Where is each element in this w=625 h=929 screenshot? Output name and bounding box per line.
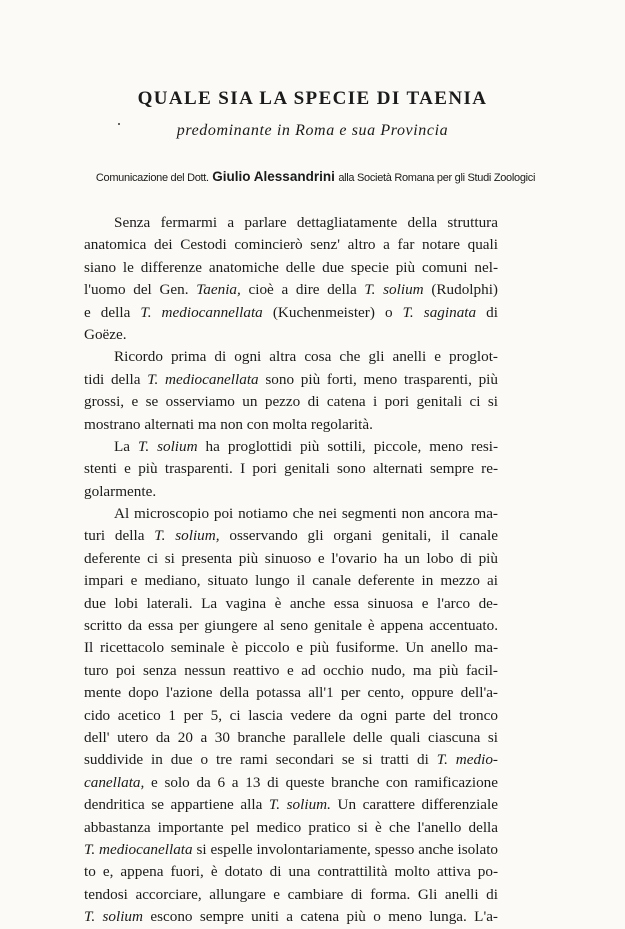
text-run: si espelle involontariamente, spesso anche isolato bbox=[192, 840, 499, 858]
italic-text: Taenia, bbox=[196, 281, 241, 299]
text-run: e solo da 6 a 13 di queste branche con ramificazione bbox=[144, 773, 498, 791]
text-run: tidi della bbox=[84, 370, 148, 388]
text-line bbox=[84, 324, 498, 346]
text-run: impari e mediano, situato lungo il canale deferente in mezzo ai bbox=[84, 572, 498, 590]
text-line bbox=[84, 302, 498, 324]
text-run: siano le differenze anatomiche delle due specie più comuni nel- bbox=[84, 258, 498, 276]
text-run: Senza fermarmi a parlare dettagliatamente della struttura bbox=[114, 214, 498, 231]
text-run: Ricordo prima di ogni altra cosa che gli anelli e proglot- bbox=[114, 348, 498, 366]
text-line bbox=[84, 906, 498, 928]
byline-suffix: alla Società Romana per gli Studi Zoologici bbox=[338, 172, 536, 184]
text-line bbox=[84, 503, 498, 525]
text-line bbox=[84, 481, 498, 503]
text-line bbox=[84, 436, 498, 458]
text-run: to e, appena fuori, è dotato di una contrattilità molto attiva po- bbox=[84, 863, 498, 881]
text-line bbox=[84, 705, 498, 727]
text-run: La bbox=[114, 437, 138, 455]
text-run: Goëze. bbox=[84, 325, 127, 343]
text-line bbox=[84, 593, 498, 615]
text-line bbox=[84, 212, 498, 234]
text-run: dendritica se appartiene alla bbox=[84, 796, 269, 814]
text-line bbox=[84, 458, 498, 480]
italic-text: T. mediocanellata bbox=[147, 370, 259, 388]
text-run: sono più forti, meno trasparenti, più bbox=[258, 370, 498, 388]
text-line bbox=[84, 861, 498, 883]
text-line bbox=[84, 749, 498, 771]
article-title: QUALE SIA LA SPECIE DI TAENIA bbox=[137, 88, 488, 109]
text-run: cioè a dire della bbox=[240, 281, 365, 299]
text-run: Un carattere differenziale bbox=[330, 796, 498, 814]
text-line bbox=[84, 772, 498, 794]
text-line bbox=[84, 727, 498, 749]
text-line bbox=[84, 414, 498, 436]
text-line bbox=[84, 391, 498, 413]
text-line bbox=[84, 548, 498, 570]
italic-text: T. medio- bbox=[436, 751, 498, 769]
text-run: Al microscopio poi notiamo che nei segmenti non ancora ma- bbox=[114, 505, 498, 523]
text-line bbox=[84, 839, 498, 861]
text-run: deferente ci si presenta più sinuoso e l'ovario ha un lobo di più bbox=[84, 549, 498, 567]
article-body bbox=[84, 212, 498, 929]
text-run: e della bbox=[84, 303, 141, 321]
italic-text: T. mediocannellata bbox=[140, 303, 263, 321]
byline-prefix: Comunicazione del Dott. bbox=[95, 172, 209, 184]
text-line bbox=[84, 369, 498, 391]
text-line bbox=[84, 234, 498, 256]
italic-text: T. solium, bbox=[154, 527, 220, 545]
text-run: (Kuchenmeister) o bbox=[262, 303, 403, 321]
text-line bbox=[84, 257, 498, 279]
text-run: anatomica dei Cestodi comincierò senz' altro a far notare quali bbox=[84, 236, 498, 254]
text-run: (Rudolphi) bbox=[423, 281, 498, 299]
text-run: dell' utero da 20 a 30 branche parallele delle quali ciascuna si bbox=[84, 728, 498, 746]
text-line bbox=[84, 660, 498, 682]
author-name: Giulio Alessandrini bbox=[212, 169, 335, 184]
text-run: Il ricettacolo seminale è piccolo e più fusiforme. Un anello ma- bbox=[84, 639, 498, 657]
text-line bbox=[84, 279, 498, 301]
text-run: mente dopo l'azione della potassa all'1 per cento, oppure dell'a- bbox=[84, 684, 498, 702]
text-line bbox=[84, 794, 498, 816]
text-line bbox=[84, 682, 498, 704]
text-run: cido acetico 1 per 5, ci lascia vedere da ogni parte del tronco bbox=[84, 706, 498, 724]
text-run: l'uomo del Gen. bbox=[84, 281, 197, 299]
italic-text: T. solium bbox=[138, 437, 198, 455]
text-line bbox=[84, 817, 498, 839]
italic-text: T. mediocanellata bbox=[84, 840, 193, 858]
text-run: due lobi laterali. La vagina è anche essa sinuosa e l'arco de- bbox=[84, 594, 498, 612]
text-run: grossi, e se osserviamo un pezzo di catena i pori genitali ci si bbox=[84, 393, 498, 411]
text-run: turi della bbox=[84, 527, 155, 545]
text-line bbox=[84, 884, 498, 906]
article-subtitle: predominante in Roma e sua Provincia bbox=[176, 122, 449, 139]
text-line bbox=[84, 346, 498, 368]
text-line bbox=[84, 615, 498, 637]
text-line bbox=[84, 637, 498, 659]
text-line bbox=[84, 525, 498, 547]
text-run: scritto da essa per giungere al seno genitale è appena accentuato. bbox=[84, 617, 498, 635]
text-run: stenti e più trasparenti. I pori genitali sono alternati sempre re- bbox=[84, 460, 498, 478]
text-run: ha proglottidi più sottili, piccole, meno resi- bbox=[197, 437, 499, 455]
italic-text: canellata, bbox=[84, 773, 145, 791]
text-run: turo poi senza nessun reattivo e ad occhio nudo, ma più facil- bbox=[84, 661, 498, 679]
text-run: golarmente. bbox=[84, 482, 157, 500]
italic-text: T. solium bbox=[84, 908, 143, 926]
text-run: mostrano alternati ma non con molta regolarità. bbox=[84, 415, 373, 433]
text-run: escono sempre uniti a catena più o meno lunga. L'a- bbox=[142, 908, 498, 926]
text-run: osservando gli organi genitali, il canale bbox=[219, 527, 499, 545]
text-run: tendosi accorciare, allungare e cambiare di forma. Gli anelli di bbox=[84, 885, 498, 903]
text-run: di bbox=[476, 303, 498, 321]
italic-text: T. saginata bbox=[402, 303, 477, 321]
italic-text: T. solium. bbox=[268, 796, 331, 814]
text-line bbox=[84, 570, 498, 592]
text-run: abbastanza importante pel medico pratico si è che l'anello della bbox=[84, 818, 498, 836]
byline bbox=[86, 169, 545, 184]
italic-text: T. solium bbox=[364, 281, 424, 299]
text-run: suddivide in due o tre rami secondari se si tratti di bbox=[84, 751, 437, 769]
